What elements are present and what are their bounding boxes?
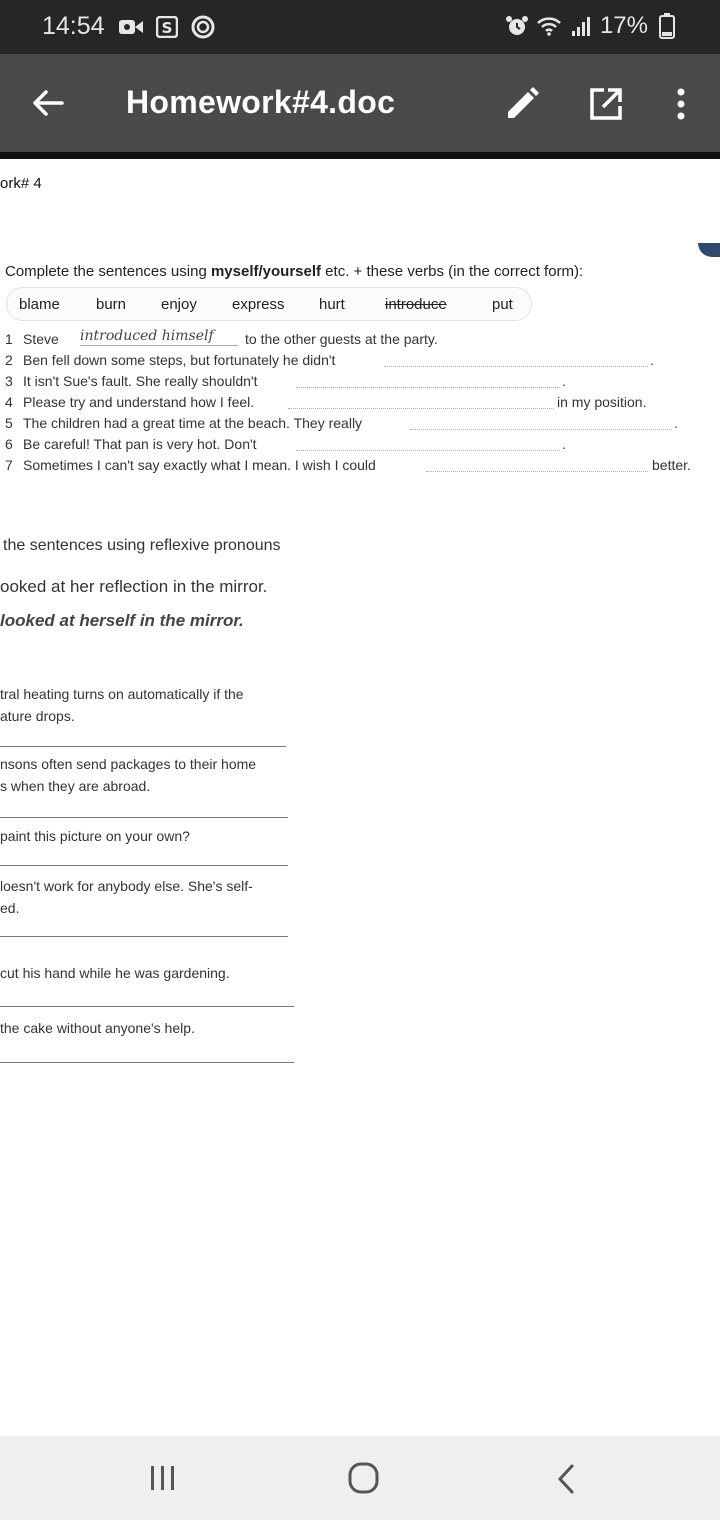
- recent-apps-icon: [148, 1462, 178, 1494]
- edit-button[interactable]: [502, 84, 542, 124]
- sentence-text: The children had a great time at the beach. They really: [23, 415, 363, 431]
- sync-icon: [190, 14, 216, 40]
- verb: blame: [19, 296, 60, 313]
- item-line: ed.: [0, 900, 20, 916]
- exercise2-example-answer: looked at herself in the mirror.: [0, 611, 244, 630]
- sentence-text-end: .: [650, 352, 654, 368]
- item-line: paint this picture on your own?: [0, 828, 190, 844]
- sentence-text: Ben fell down some steps, but fortunately he didn't: [23, 352, 336, 368]
- wifi-icon: [536, 13, 562, 39]
- status-time: 14:54: [42, 12, 105, 40]
- app-bar: [0, 54, 720, 152]
- sentence-text: Sometimes I can't say exactly what I mean. I wish I could: [23, 457, 376, 473]
- item-line: tral heating turns on automatically if the: [0, 686, 244, 702]
- alarm-icon: [504, 13, 530, 39]
- answer-write-line: [0, 1062, 294, 1063]
- answer-blank: [288, 408, 554, 409]
- verb: put: [492, 296, 513, 313]
- sentence-number: 5: [5, 415, 13, 431]
- system-back-button[interactable]: [552, 1462, 580, 1496]
- open-external-button[interactable]: [586, 84, 626, 124]
- sentence-text-end: .: [562, 373, 566, 389]
- open-in-new-icon: [586, 84, 626, 124]
- sentence-text: Please try and understand how I feel.: [23, 394, 255, 410]
- exercise2-item: [0, 875, 253, 919]
- status-icons-left: [118, 14, 216, 40]
- home-button[interactable]: [346, 1458, 382, 1498]
- answer-write-line: [0, 746, 286, 747]
- video-call-icon: [118, 14, 144, 40]
- verb-box: [6, 287, 532, 321]
- page-corner-mark: [698, 243, 720, 257]
- exercise2-instruction: the sentences using reflexive pronouns: [3, 537, 281, 554]
- sentence-number: 2: [5, 352, 13, 368]
- arrow-left-icon: [28, 83, 68, 123]
- verb: burn: [96, 296, 127, 313]
- sentence-text: Be careful! That pan is very hot. Don't: [23, 436, 257, 452]
- verb: enjoy: [161, 296, 197, 313]
- svg-text:S: S: [161, 19, 173, 37]
- item-line: loesn't work for anybody else. She's self-: [0, 878, 253, 894]
- verb-struck: introduce: [385, 296, 447, 313]
- answer-write-line: [0, 936, 288, 937]
- more-vert-icon: [664, 84, 698, 124]
- answer-blank: [296, 387, 560, 388]
- item-line: cut his hand while he was gardening.: [0, 965, 230, 981]
- sentence-number: 4: [5, 394, 13, 410]
- signal-icon: [568, 13, 594, 39]
- home-icon: [346, 1458, 382, 1498]
- recent-apps-button[interactable]: [148, 1462, 178, 1494]
- answer-write-line: [0, 865, 288, 866]
- instruction-bold: myself/yourself: [210, 263, 322, 280]
- exercise1-instruction: [5, 263, 583, 280]
- item-line: ature drops.: [0, 708, 75, 724]
- exercise2-item: [0, 1017, 195, 1039]
- s-notification-icon: [154, 14, 180, 40]
- sentence-number: 3: [5, 373, 13, 389]
- exercise2-item: [0, 683, 244, 727]
- answer-write-line: [0, 817, 288, 818]
- chevron-left-icon: [552, 1462, 580, 1496]
- handwritten-answer: introduced himself: [80, 328, 214, 344]
- more-options-button[interactable]: [664, 84, 698, 124]
- pencil-icon: [502, 84, 542, 124]
- item-line: nsons often send packages to their home: [0, 756, 257, 772]
- instruction-text-end: etc. + these verbs (in the correct form):: [321, 263, 584, 280]
- battery-icon: [654, 13, 680, 39]
- sentence-text-end: to the other guests at the party.: [245, 331, 438, 347]
- sentence-text: It isn't Sue's fault. She really shouldn't: [23, 373, 258, 389]
- app-bar-divider: [0, 152, 720, 159]
- battery-percent: 17%: [599, 12, 648, 39]
- document-title: Homework#4.doc: [126, 84, 396, 120]
- answer-blank: [410, 429, 672, 430]
- verb: express: [232, 296, 285, 313]
- status-bar: [0, 0, 720, 54]
- sentence-text-end: .: [562, 436, 566, 452]
- exercise2-item: [0, 825, 190, 847]
- answer-blank: [384, 366, 648, 367]
- sentence-text-end: better.: [652, 457, 691, 473]
- sentence-number: 6: [5, 436, 13, 452]
- item-line: the cake without anyone's help.: [0, 1020, 195, 1036]
- answer-line: [80, 345, 238, 346]
- sentence-text-end: in my position.: [557, 394, 647, 410]
- back-button[interactable]: [28, 83, 68, 123]
- item-line: s when they are abroad.: [0, 778, 151, 794]
- answer-write-line: [0, 1006, 294, 1007]
- navigation-bar: [0, 1436, 720, 1520]
- status-icons-right: [504, 12, 680, 40]
- instruction-text: Complete the sentences using: [5, 263, 211, 280]
- answer-blank: [426, 471, 648, 472]
- answer-blank: [296, 450, 560, 451]
- verb: hurt: [319, 296, 345, 313]
- exercise2-item: [0, 962, 230, 984]
- sentence-number: 1: [5, 331, 13, 347]
- exercise2-item: [0, 753, 256, 797]
- exercise2-example: ooked at her reflection in the mirror.: [0, 577, 268, 596]
- sentence-number: 7: [5, 457, 13, 473]
- sentence-text-end: .: [674, 415, 678, 431]
- sentence-text: Steve: [23, 331, 59, 347]
- document-viewer[interactable]: [0, 159, 720, 1436]
- document-header: ork# 4: [0, 175, 42, 192]
